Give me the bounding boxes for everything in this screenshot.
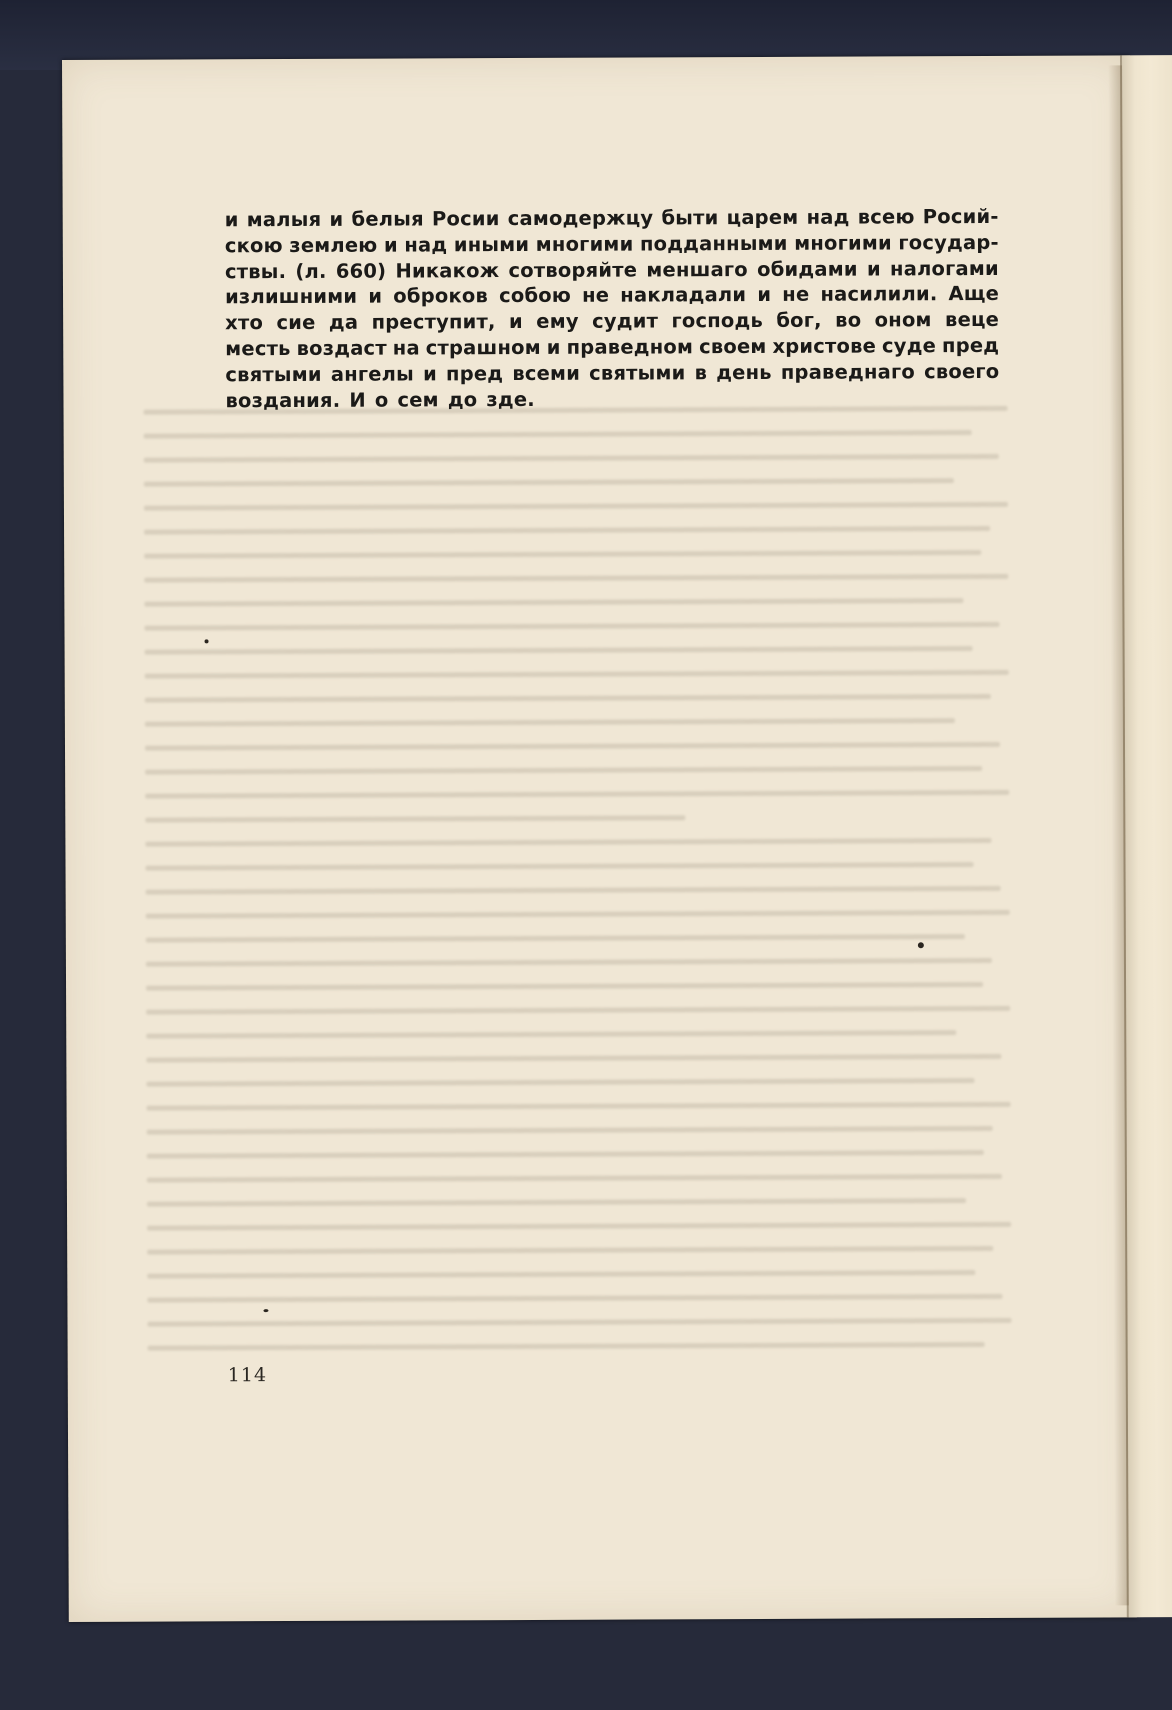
book-page xyxy=(62,55,1137,1622)
word: иными xyxy=(453,232,530,257)
word: сем xyxy=(397,387,439,412)
word: 660) xyxy=(335,259,387,283)
word: сие xyxy=(276,311,316,335)
word: в xyxy=(694,360,708,385)
word: всеми xyxy=(512,361,581,385)
word: зде. xyxy=(486,387,535,411)
word: своего xyxy=(923,359,1000,384)
word: господь xyxy=(671,309,764,333)
text-line xyxy=(225,256,999,285)
word: многими xyxy=(535,232,634,256)
word: оброков xyxy=(393,284,489,308)
word: излишними xyxy=(224,285,358,309)
word: меншаго xyxy=(646,257,748,282)
word: подданными xyxy=(639,231,788,256)
text-line xyxy=(225,281,999,310)
word: Аще xyxy=(948,282,1000,306)
word: и xyxy=(224,208,239,232)
page-number: 114 xyxy=(227,1364,268,1387)
word: святыми xyxy=(589,361,686,385)
word: белыя xyxy=(351,207,424,231)
text-line xyxy=(225,333,999,362)
word: быти xyxy=(661,206,719,230)
text-line xyxy=(225,230,999,259)
word: над xyxy=(404,233,448,257)
word: налогами xyxy=(889,256,999,280)
text-line xyxy=(225,359,999,388)
word: Росий- xyxy=(922,204,999,229)
word: скою xyxy=(224,233,283,258)
word: и xyxy=(757,283,772,307)
word: пред xyxy=(941,333,1000,358)
word: пред xyxy=(445,361,504,386)
word: день xyxy=(716,360,772,384)
word: и xyxy=(866,257,881,281)
book-gutter xyxy=(1120,55,1172,1617)
paper-speck xyxy=(918,942,924,948)
word: государ- xyxy=(898,230,999,255)
word: И xyxy=(349,388,366,412)
text-line xyxy=(225,204,999,233)
word: во xyxy=(835,308,862,332)
word: землею xyxy=(289,233,378,257)
word: святыми xyxy=(225,362,322,387)
word: хто xyxy=(225,311,264,335)
word: сотворяйте xyxy=(508,258,638,282)
text-line xyxy=(225,384,999,413)
word: и xyxy=(423,362,437,386)
word: над xyxy=(806,205,850,229)
paper-speck xyxy=(205,639,209,643)
word: накладали xyxy=(620,283,747,307)
word: и xyxy=(383,233,398,257)
word: своем xyxy=(698,334,767,359)
body-text xyxy=(225,204,1000,414)
word: оном xyxy=(874,308,932,332)
word: воздания. xyxy=(225,388,341,412)
word: ему xyxy=(536,309,579,334)
word: царем xyxy=(726,205,799,230)
word: ангелы xyxy=(330,362,415,386)
word: и xyxy=(368,284,383,309)
word: и xyxy=(329,207,344,231)
word: самодержцу xyxy=(507,206,654,231)
word: малыя xyxy=(246,207,322,232)
word: на xyxy=(392,336,420,360)
word: собою xyxy=(499,284,572,308)
text-line xyxy=(225,307,999,336)
word: и xyxy=(546,335,561,359)
word: многими xyxy=(794,231,892,255)
word: воздаст xyxy=(296,336,387,360)
word: и xyxy=(508,310,523,334)
word: страшном xyxy=(425,335,541,360)
word: не xyxy=(582,284,610,308)
word: Росии xyxy=(431,207,500,231)
word: да xyxy=(328,310,359,335)
word: праведнаго xyxy=(780,360,916,384)
word: веце xyxy=(944,308,1000,332)
word: ствы. xyxy=(224,259,287,283)
word: насилили. xyxy=(820,282,938,307)
word: (л. xyxy=(295,259,327,283)
show-through-text xyxy=(144,406,1050,1710)
word: христове xyxy=(772,334,877,358)
word: Никакож xyxy=(395,258,500,283)
word: месть xyxy=(225,336,291,361)
word: суде xyxy=(881,334,937,358)
word: бог, xyxy=(776,308,822,333)
word: до xyxy=(447,387,478,411)
word: всею xyxy=(857,205,915,229)
word: праведном xyxy=(566,335,694,359)
paper-speck xyxy=(263,1309,268,1312)
word: преступит, xyxy=(371,310,496,334)
word: судит xyxy=(592,309,659,333)
word: о xyxy=(374,388,389,412)
word: не xyxy=(782,283,810,307)
word: обидами xyxy=(757,257,858,281)
